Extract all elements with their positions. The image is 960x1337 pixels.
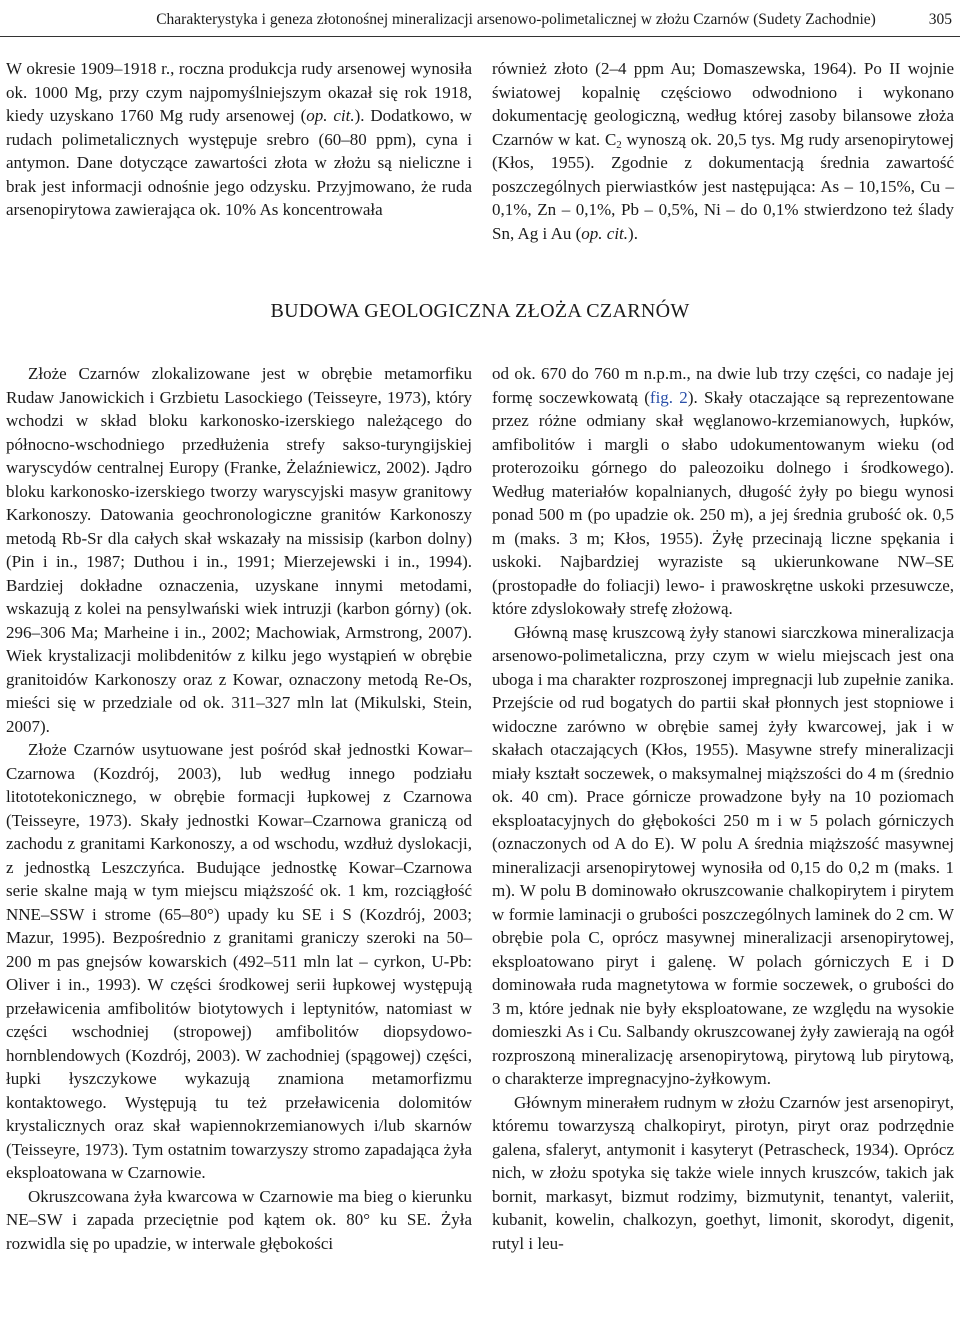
top-right-column bbox=[492, 57, 954, 245]
italic-text: op. cit. bbox=[581, 223, 629, 243]
running-title: Charakterystyka i geneza złotonośnej mineralizacji arsenowo-polimetalicznej w złożu Czarnów (Sudety Zachodnie) bbox=[156, 11, 876, 28]
paragraph: Złoże Czarnów zlokalizowane jest w obrębie metamorfiku Rudaw Janowickich i Grzbietu Lasockiego (Teisseyre, 1973), który wchodzi w skład bloku karkonosko-izerskiego należącego do północno-wschodniego przedłużenia strefy sakso-turyngijskiej waryscydów centralnej Europy (Franke, Żelaźniewicz, 2002). Jądro bloku karkonosko-izerskiego tworzy waryscyjski masyw granitowy Karkonoszy. Datowania geochronologiczne granitów Karkonoszy metodą Rb-Sr dla całych skał wskazały na missisip (karbon dolny) (Pin i in., 1987; Duthou i in., 1991; Mierzejewski i in., 1994). Bardziej dokładne oznaczenia, uzyskane innymi metodami, wskazują z kolei na pensylwański wiek intruzji (karbon górny) (ok. 296–306 Ma; Marheine i in., 2002; Machowiak, Armstrong, 2007). Wiek krystalizacji molibdenitów z kilku jego wystąpień w obrębie granitoidów Karkonoszy oraz z Kowar, oznaczony metodą Re-Os, mieści się w przedziale od ok. 311–327 mln lat (Mikulski, Stein, 2007). bbox=[6, 364, 472, 736]
paragraph bbox=[492, 362, 954, 621]
figure-link[interactable]: fig. 2 bbox=[649, 387, 688, 407]
header-rule bbox=[0, 36, 960, 37]
subscript: 2 bbox=[616, 138, 622, 151]
top-left-column bbox=[6, 57, 472, 222]
text: ). Dodatkowo, w rudach polimetalicznych występuje srebro (60–80 ppm), cyna i antymon. Dane dotyczące zawartości złota w złożu są nieliczne i brak jest informacji odnośnie jego odzysku. Przyjmowano, że ruda arsenopirytowa zawierająca ok. 10% As koncentrowała bbox=[6, 106, 472, 219]
italic-text: op. cit. bbox=[306, 106, 355, 125]
paragraph: Główną masę kruszcową żyły stanowi siarczkowa mineralizacja arsenowo-polimetaliczna, przy czym w wielu miejscach jest ona uboga i ma charakter rozproszonej impregnacji lub zupełnie zanika. Przejście od rud bogatych do partii skał płonnych jest stopniowe i widoczne zarówno w obrębie samej żyły kwarcowej, jak i w skałach otaczających (Kłos, 1955). Masywne strefy mineralizacji miały kształt soczewek, o maksymalnej miąższości do 4 m (średnio ok. 40 cm). Prace górnicze prowadzone były na 10 poziomach eksploatacyjnych do głębokości 250 m i w 5 polach górniczych (oznaczonych od A do E). W polu A średnia miąższość masywnej mineralizacji arsenopirytowej wynosiła od 0,15 do 0,2 m (maks. 1 m). W polu B dominowało okruszcowanie chalkopirytem i pirytem w formie laminacji o grubości poszczególnych laminek do 2 cm. W obrębie pola C, oprócz masywnej mineralizacji arsenopirytowej, eksploatowano piryt i galenę. W polach górniczych E i D dominowała ruda magnetytowa w formie soczewek, o grubości do 3 m, które jednak nie były eksploatowane, ze względu na wysokie domieszki As i Cu. Salbandy okruszcowanej żyły zawierają na ogół rozproszoną mineralizację arsenopirytową, pirytową lub pirytową, o charakterze impregnacyjno-żyłkowym. bbox=[492, 622, 954, 1088]
section-title: BUDOWA GEOLOGICZNA ZŁOŻA CZARNÓW bbox=[270, 300, 690, 322]
bottom-left-column bbox=[6, 362, 472, 1255]
paragraph: Złoże Czarnów usytuowane jest pośród skał jednostki Kowar–Czarnowa (Kozdrój, 2003), lub według innego podziału litototekonicznego, w obrębie formacji łupkowej z Czarnowa (Teisseyre, 1973). Skały jednostki Kowar–Czarnowa graniczą od zachodu z granitami Karkonoszy, a od wschodu, wzdłuż dyslokacji, z jednostką Leszczyńca. Budujące jednostkę Kowar–Czarnowa serie skalne mają w tym miejscu miąższość ok. 1 km, rozciągłość NNE–SSW i strome (65–80°) upady ku SE i S (Kozdrój, 2003; Mazur, 1995). Bezpośrednio z granitami graniczy szeroki na 50–200 m pas gnejsów kowarskich (492–511 mln lat – cyrkon, U-Pb: Oliver i in., 1993). W części środkowej serii łupkowej występują przeławicenia amfibolitów biotytowych i leptynitów, natomiast w części wschodniej (stropowej) amfibolitów diopsydowo-hornblendowych (Kozdrój, 2003). W zachodniej (spągowej) części, łupki łyszczykowe wykazują znamiona metamorfizmu kontaktowego. Występują tu też przeławicenia dolomitów krystalicznych oraz skał wapiennokrzemianowych i/lub skarnów (Teisseyre, 1973). Tym ostatnim towarzyszy stromo zapadająca żyła eksploatowana w Czarnowie. bbox=[6, 740, 472, 1182]
text: również złoto (2–4 ppm Au; Domaszewska, 1964). Po II wojnie światowej kopalnię częściowo odwodniono i wykonano dokumentację geologiczną, według której zasoby bilansowe złoża Czarnów w kat. C bbox=[492, 59, 954, 149]
paragraph: Głównym minerałem rudnym w złożu Czarnów jest arsenopiryt, któremu towarzyszą chalkopiryt, pirotyn, piryt oraz podrzędnie galena, sfaleryt, antymonit i kasyteryt (Petrascheck, 1934). Oprócz nich, w złożu spotyka się także wiele innych kruszców, takich jak bornit, markasyt, bizmut rodzimy, bizmutynit, tenantyt, valeriit, kubanit, kowelin, chalkozyn, goethyt, limonit, skorodyt, digenit, rutyl i leu- bbox=[492, 1092, 954, 1253]
text: W okresie 1909–1918 r., roczna produkcja rudy arsenowej wynosiła ok. 1000 Mg, przy czym najpomyślniejszym okazał się rok 1918, kiedy uzyskano 1760 Mg rudy arsenowej ( bbox=[6, 59, 472, 125]
text: od ok. 670 do 760 m n.p.m., na dwie lub trzy części, co nadaje jej formę soczewkowatą ( bbox=[492, 364, 954, 407]
text: ). Skały otaczające są reprezentowane przez różne odmiany skał węglanowo-krzemianowych, łupków, amfibolitów i margli o słabo udokumentowanym wieku (od proterozoiku górnego do paleozoiku dolnego i środkowego). Według materiałów kopalnianych, długość żyły po biegu wynosi ponad 500 m (po upadzie ok. 250 m), a jej średnia grubość ok. 0,5 m (maks. 3 m; Kłos, 1955). Żyłę przecinają liczne spękania i uskoki. Najbardziej wyraziste są ukierunkowane NW–SE (prostopadłe do foliacji) lewo- i prawoskrętne uskoki przesuwcze, które zdyslokowały strefę złożową. bbox=[492, 387, 955, 618]
paragraph: Okruszcowana żyła kwarcowa w Czarnowie ma bieg o kierunku NE–SW i zapada przeciętnie pod kątem ok. 80° ku SE. Żyła rozwidla się po upadzie, w interwale głębokości bbox=[6, 1186, 472, 1253]
paragraph bbox=[492, 57, 954, 245]
paragraph bbox=[6, 57, 472, 222]
text: wynoszą ok. 20,5 tys. Mg rudy arsenopirytowej (Kłos, 1955). Zgodnie z dokumentacją średnia zawartość poszczególnych pierwiastków jest następująca: As – 10,15%, Cu – 0,1%, Zn – 0,1%, Pb – 0,5%, Ni – do 0,1% stwierdzono też ślady Sn, Ag i Au ( bbox=[492, 129, 954, 243]
bottom-right-column bbox=[492, 362, 954, 1255]
text: ). bbox=[628, 223, 638, 243]
running-header bbox=[0, 0, 960, 40]
page-number: 305 bbox=[928, 11, 952, 28]
